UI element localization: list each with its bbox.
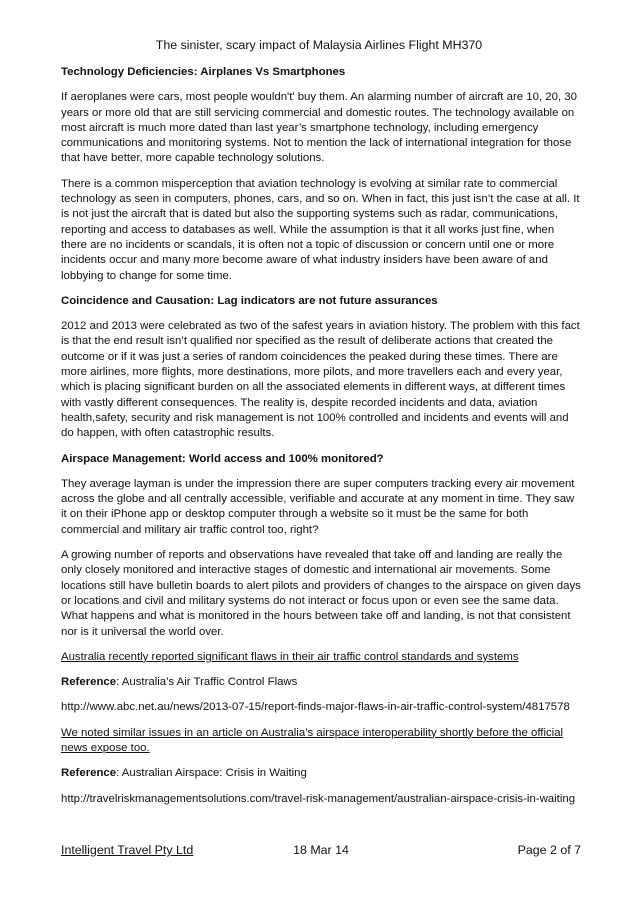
paragraph: A growing number of reports and observations have revealed that take off and landing are really the only closely monitored and interactive stages of domestic and international air movements. Some locations still have bulletin boards to alert pilots and providers of changes to the airspace on given days or locations and civil and military systems do not interact or focus upon or even see the same data. What happens and what is monitored in the hours between take off and landing, is not that consistent nor is it universal the world over. [61,549,581,638]
section-heading-airspace: Airspace Management: World access and 100% monitored? [61,452,384,465]
reference-label: Reference [61,767,117,780]
page-header-title: The sinister, scary impact of Malaysia Airlines Flight MH370 [155,38,483,52]
reference-url[interactable]: http://travelriskmanagementsolutions.com/travel-risk-management/australian-airspace-crisis-in-waiting [61,792,576,805]
page-footer [61,843,581,859]
reference-line [61,766,581,781]
paragraph: There is a common misperception that aviation technology is evolving at similar rate to commercial technology as seen in computers, phones, cars, and so on. When in fact, this just isn’t the case at all. It is not just the aircraft that is dated but also the supporting systems such as radar, communications, reporting and access to databases as well. While the assumption is that it all works just fine, when there are no incidents or scandals, it is often not a topic of discussion or concern until one or more incidents occur and many more become aware of what industry insiders have been aware of and lobbying to change for some time. [61,177,580,282]
section-heading-technology: Technology Deficiencies: Airplanes Vs Smartphones [61,66,346,78]
paragraph: If aeroplanes were cars, most people wouldn't' buy them. An alarming number of aircraft are 10, 20, 30 years or more old that are still servicing commercial and domestic routes. The technology available on most aircraft is much more dated than last year’s smartphone technology, including emergency communications and monitoring systems. Not to mention the lack of international integration for those that have better, more capable technology solutions. [61,91,577,165]
airspace-article-link[interactable]: We noted similar issues in an article on Australia’s airspace interoperability shortly before the official news expose too. [61,726,564,754]
document-body [61,65,581,817]
reference-title: : Australia’s Air Traffic Control Flaws [116,676,298,689]
footer-page-number: Page 2 of 7 [517,843,581,857]
paragraph: 2012 and 2013 were celebrated as two of the safest years in aviation history. The problem with this fact is that the end result isn’t qualified nor specified as the result of deliberate actions that created the outcome or if it was just a series of random coincidences the peaked during these times. There are more airlines, more flights, more destinations, more pilots, and more travellers each and every year, which is placing significant burden on all the associated elements in different ways, at different times with vastly different consequences. The reality is, despite recorded incidents and data, aviation health,safety, security and risk management is not 100% controlled and incidents and events will and do happen, with often catastrophic results. [61,320,580,440]
australia-flaws-link[interactable]: Australia recently reported significant flaws in their air traffic control standards and systems [61,650,519,663]
section-heading-causation: Coincidence and Causation: Lag indicators are not future assurances [61,294,438,307]
footer-company: Intelligent Travel Pty Ltd [61,843,194,857]
reference-title: : Australian Airspace: Crisis in Waiting [116,767,307,780]
reference-line [61,675,581,690]
reference-label: Reference [61,676,117,689]
paragraph: They average layman is under the impression there are super computers tracking every air movement across the globe and all centrally accessible, verifiable and accurate at any moment in time. They saw it on their iPhone app or desktop computer through a website so it must be the same for both commercial and military air traffic control too, right? [61,477,575,536]
reference-url[interactable]: http://www.abc.net.au/news/2013-07-15/report-finds-major-flaws-in-air-traffic-control-system/4817578 [61,701,570,714]
footer-date: 18 Mar 14 [293,843,349,857]
